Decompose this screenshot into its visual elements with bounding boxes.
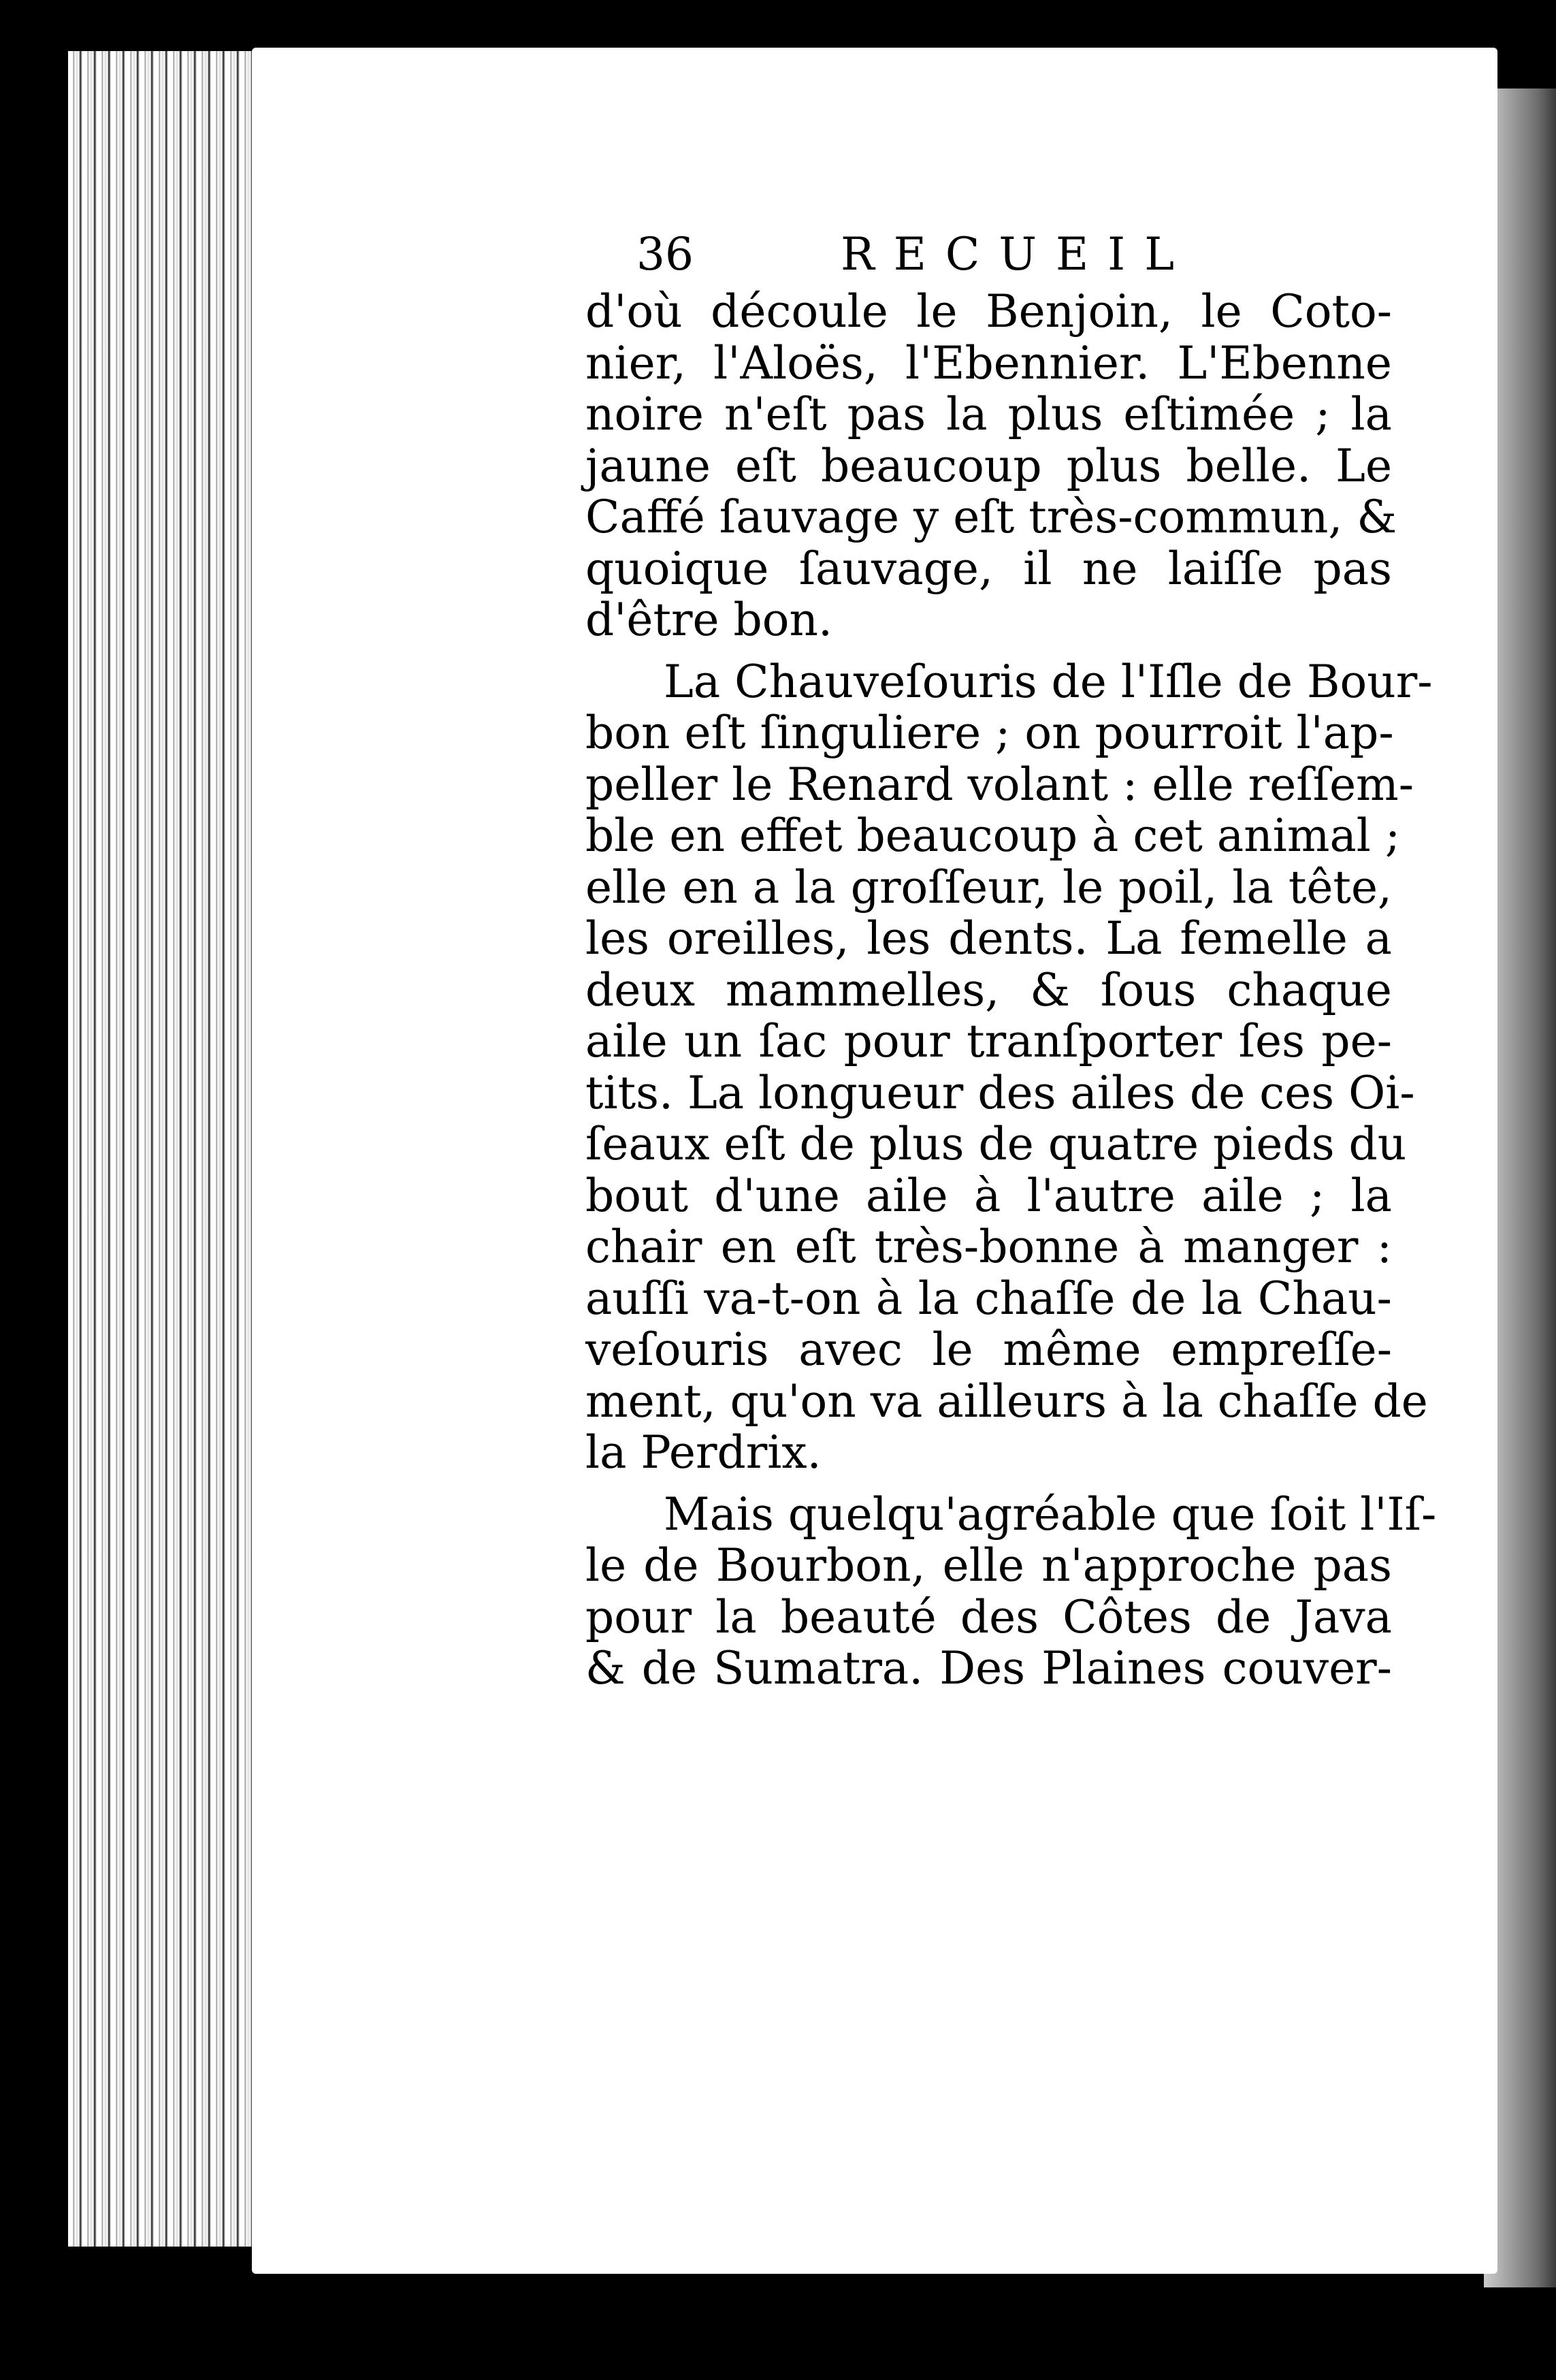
text-line: Caffé ſauvage y eſt très-commun, & xyxy=(585,491,1397,543)
page-number: 36 xyxy=(636,228,694,280)
text-line: d'être bon. xyxy=(585,594,833,646)
text-line: nier, l'Aloës, l'Ebennier. L'Ebenne xyxy=(585,336,1392,389)
text-line: bon eſt ſinguliere ; on pourroit l'ap- xyxy=(585,707,1394,759)
body-text xyxy=(585,285,1437,1694)
paragraph xyxy=(585,285,1397,646)
text-line: ſeaux eſt de plus de quatre pieds du xyxy=(585,1118,1407,1170)
text-line: les oreilles, les dents. La femelle a xyxy=(585,912,1392,965)
text-line: veſouris avec le même empreſſe- xyxy=(585,1323,1392,1376)
text-line: ment, qu'on va ailleurs à la chaſſe de xyxy=(585,1374,1428,1428)
text-line: peller le Renard volant : elle reſſem- xyxy=(585,758,1414,811)
text-line: tits. La longueur des ailes de ces Oi- xyxy=(585,1066,1415,1119)
running-title: RECUEIL xyxy=(841,228,1194,280)
text-line: bout d'une aile à l'autre aile ; la xyxy=(585,1169,1392,1222)
text-line: pour la beauté des Côtes de Java xyxy=(585,1590,1392,1643)
text-line: elle en a la groſſeur, le poil, la tête, xyxy=(585,861,1392,914)
text-line: jaune eſt beaucoup plus belle. Le xyxy=(585,439,1392,492)
text-line: ble en effet beaucoup à cet animal ; xyxy=(585,809,1401,862)
paragraph xyxy=(585,655,1433,1479)
text-line: d'où découle le Benjoin, le Coto- xyxy=(585,285,1392,338)
text-line: auſſi va-t-on à la chaſſe de la Chau- xyxy=(585,1272,1392,1325)
text-line: la Perdrix. xyxy=(585,1426,822,1479)
text-line: & de Sumatra. Des Plaines couver- xyxy=(585,1642,1392,1694)
text-line: noire n'eſt pas la plus eſtimée ; la xyxy=(585,388,1392,440)
text-line: deux mammelles, & ſous chaque xyxy=(585,963,1392,1016)
text-line: Mais quelqu'agréable que ſoit l'Iſ- xyxy=(664,1488,1437,1541)
text-line: aile un ſac pour tranſporter ſes pe- xyxy=(585,1015,1392,1067)
text-line: La Chauveſouris de l'Iſle de Bour- xyxy=(664,655,1433,708)
text-line: chair en eſt très-bonne à manger : xyxy=(585,1221,1392,1273)
text-line: le de Bourbon, elle n'approche pas xyxy=(585,1539,1392,1592)
book-edge-stack xyxy=(68,51,252,2247)
paragraph xyxy=(585,1488,1437,1694)
text-line: quoique ſauvage, il ne laiſſe pas xyxy=(585,542,1392,595)
